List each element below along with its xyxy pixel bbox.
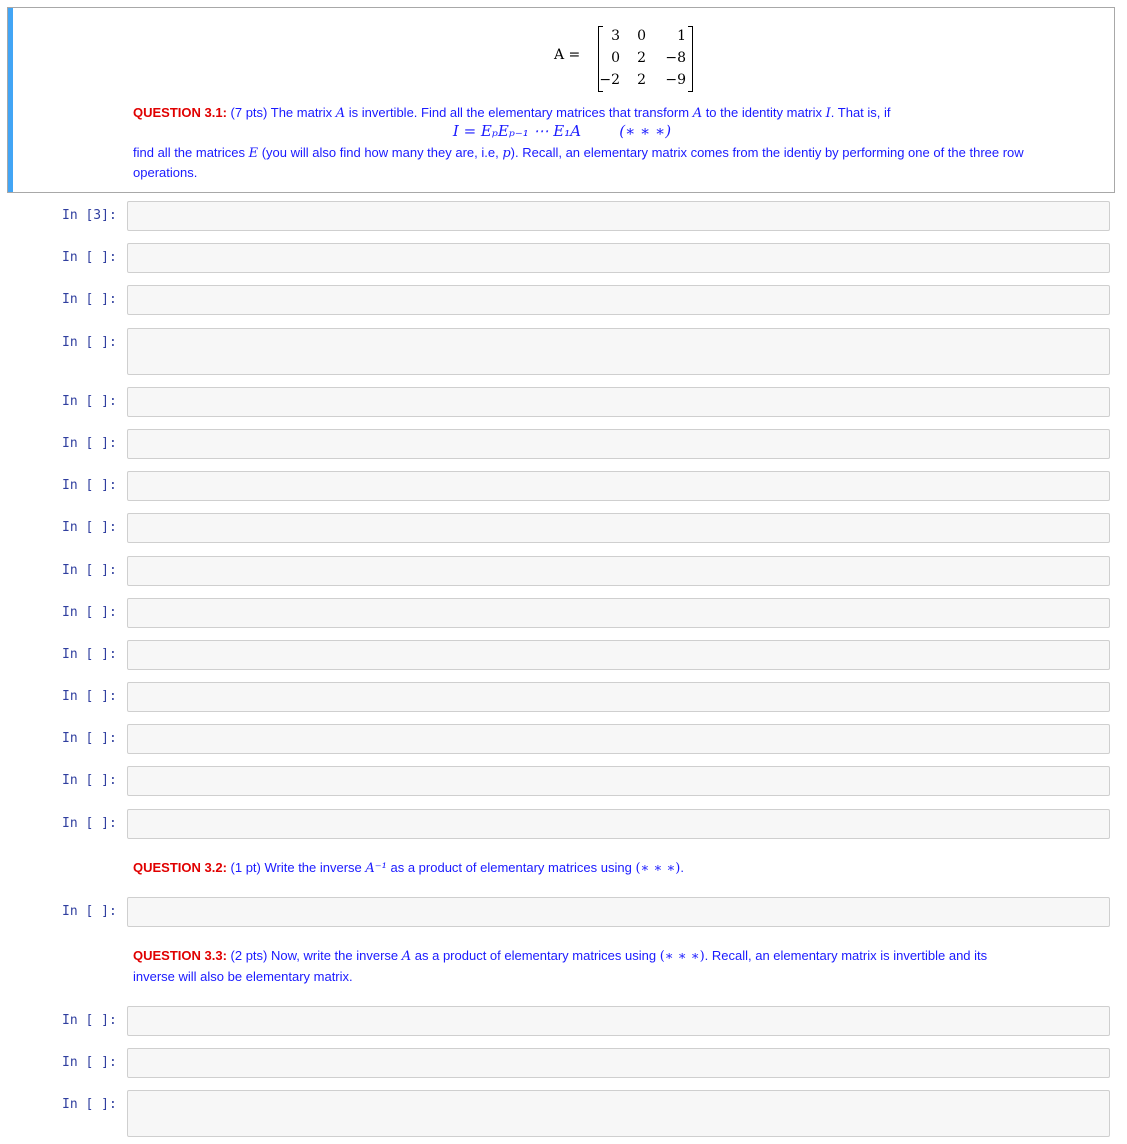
q31-text: (7 pts) The matrix xyxy=(226,105,336,120)
code-input[interactable] xyxy=(127,1090,1110,1137)
markdown-cell-question-3-2[interactable] xyxy=(133,858,1093,879)
q31-text: to the identity matrix xyxy=(702,105,826,120)
q31-label: QUESTION 3.1: xyxy=(133,105,227,120)
q33-line1 xyxy=(133,946,1093,967)
code-input[interactable] xyxy=(127,598,1110,628)
var-p: p xyxy=(502,146,511,161)
matrix-right-bracket xyxy=(688,26,693,92)
matrix-lhs: A = xyxy=(554,47,581,63)
q31-text: . That is, if xyxy=(830,105,891,120)
matrix-cell: −8 xyxy=(665,50,686,66)
code-input[interactable] xyxy=(127,513,1110,543)
cell-prompt: In [ ]: xyxy=(62,1013,117,1028)
code-input[interactable] xyxy=(127,809,1110,839)
matrix-cell: −2 xyxy=(599,72,620,88)
cell-prompt: In [ ]: xyxy=(62,605,117,620)
markdown-cell-question-3-1[interactable] xyxy=(7,7,1115,193)
q31-line1 xyxy=(133,103,891,124)
q33-text: as a product of elementary matrices using xyxy=(411,948,660,963)
cell-prompt: In [ ]: xyxy=(62,520,117,535)
q31-text: find all the matrices xyxy=(133,145,249,160)
cell-selection-bar xyxy=(8,8,13,192)
code-input[interactable] xyxy=(127,387,1110,417)
q33-text: . Recall, an elementary matrix is invertible and its xyxy=(704,948,988,963)
matrix-cell: 2 xyxy=(637,50,646,66)
cell-prompt: In [ ]: xyxy=(62,250,117,265)
q32-text: (1 pt) Write the inverse xyxy=(226,860,366,875)
var-A-inverse: A⁻¹ xyxy=(365,861,387,876)
cell-prompt: In [ ]: xyxy=(62,1097,117,1112)
q32-text: . xyxy=(680,860,684,875)
cell-prompt: In [ ]: xyxy=(62,292,117,307)
matrix-cell: 0 xyxy=(611,50,620,66)
code-input[interactable] xyxy=(127,1006,1110,1036)
matrix-cell: 1 xyxy=(677,28,686,44)
q31-text: is invertible. Find all the elementary matrices that transform xyxy=(345,105,693,120)
q31-text: ). Recall, an elementary matrix comes from the identiy by performing one of the three row xyxy=(510,145,1024,160)
var-E: E xyxy=(248,146,259,161)
code-input[interactable] xyxy=(127,724,1110,754)
q31-line3: operations. xyxy=(133,165,198,180)
code-input[interactable] xyxy=(127,243,1110,273)
cell-prompt: In [ ]: xyxy=(62,689,117,704)
q31-equation: I = EₚEₚ₋₁ ⋯ E₁A (∗ ∗ ∗) xyxy=(452,122,672,140)
cell-prompt: In [ ]: xyxy=(62,1055,117,1070)
var-A: A xyxy=(335,106,346,121)
equation-reference: (∗ ∗ ∗) xyxy=(635,861,681,876)
var-A: A xyxy=(692,106,703,121)
cell-prompt: In [3]: xyxy=(62,208,117,223)
cell-prompt: In [ ]: xyxy=(62,816,117,831)
code-input[interactable] xyxy=(127,682,1110,712)
q33-line2: inverse will also be elementary matrix. xyxy=(133,969,353,984)
code-input[interactable] xyxy=(127,640,1110,670)
cell-prompt: In [ ]: xyxy=(62,478,117,493)
code-input[interactable] xyxy=(127,897,1110,927)
q32-text: as a product of elementary matrices using xyxy=(386,860,636,875)
cell-prompt: In [ ]: xyxy=(62,731,117,746)
code-input[interactable] xyxy=(127,285,1110,315)
cell-prompt: In [ ]: xyxy=(62,563,117,578)
matrix-cell: 3 xyxy=(611,28,620,44)
code-input[interactable] xyxy=(127,766,1110,796)
code-input[interactable] xyxy=(127,1048,1110,1078)
code-input[interactable] xyxy=(127,201,1110,231)
q33-text: (2 pts) Now, write the inverse xyxy=(226,948,402,963)
q32-label: QUESTION 3.2: xyxy=(133,860,227,875)
q33-label: QUESTION 3.3: xyxy=(133,948,227,963)
q31-text: (you will also find how many they are, i.e, xyxy=(258,145,503,160)
equation-reference: (∗ ∗ ∗) xyxy=(659,949,705,964)
code-input[interactable] xyxy=(127,328,1110,375)
var-A: A xyxy=(401,949,412,964)
cell-prompt: In [ ]: xyxy=(62,436,117,451)
var-I: I xyxy=(825,106,831,121)
cell-prompt: In [ ]: xyxy=(62,904,117,919)
cell-prompt: In [ ]: xyxy=(62,394,117,409)
cell-prompt: In [ ]: xyxy=(62,773,117,788)
matrix-cell: −9 xyxy=(665,72,686,88)
code-input[interactable] xyxy=(127,556,1110,586)
matrix-A xyxy=(548,22,708,96)
cell-prompt: In [ ]: xyxy=(62,647,117,662)
matrix-cell: 0 xyxy=(637,28,646,44)
cell-prompt: In [ ]: xyxy=(62,335,117,350)
matrix-cell: 2 xyxy=(637,72,646,88)
code-input[interactable] xyxy=(127,471,1110,501)
markdown-cell-question-3-3[interactable] xyxy=(133,946,1093,987)
code-input[interactable] xyxy=(127,429,1110,459)
q31-line2 xyxy=(133,143,1024,164)
